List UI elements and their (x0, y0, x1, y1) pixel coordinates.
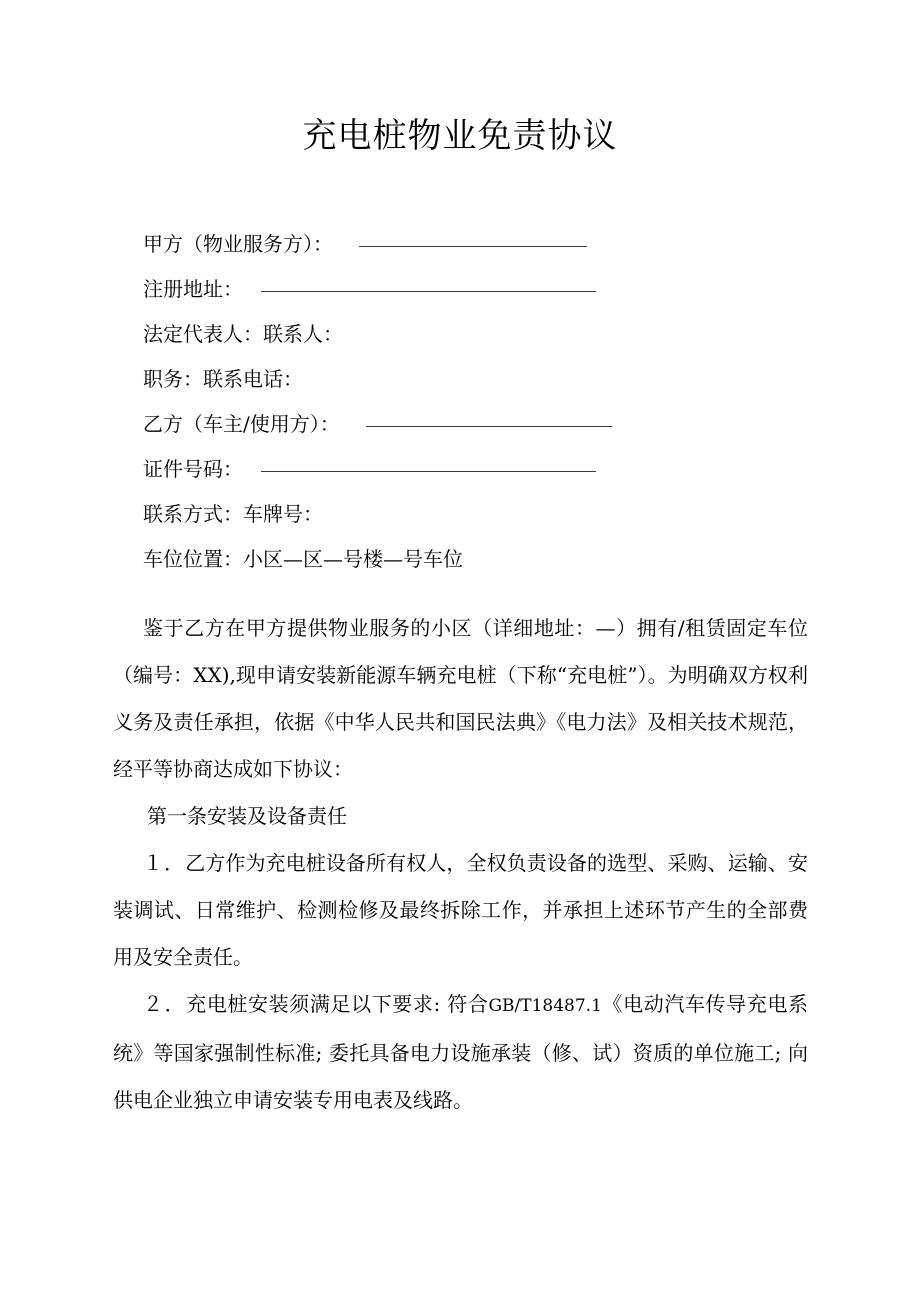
recital-paragraph: 鉴于乙方在甲方提供物业服务的小区（详细地址：—）拥有/租赁固定车位（编号：XX),现申请安装新能源车辆充电桩（下称“充电桩”）。为明确双方权利义务及责任承担，依据《中华人民共和国民法典》《电力法》及相关技术规范，经平等协商达成如下协议： (113, 616, 808, 781)
article-one-clause-2 (113, 981, 808, 1124)
party-a-legal-rep-label: 法定代表人：联系人： (143, 322, 343, 346)
clause-2-number: ２． (143, 992, 187, 1016)
party-b-contact-row (143, 492, 843, 537)
article-one-heading: 第一条安装及设备责任 (147, 804, 347, 828)
party-a-legal-rep-row (143, 312, 843, 357)
party-a-position-row (143, 357, 843, 402)
party-a-address-field[interactable] (261, 290, 596, 292)
article-one-clause-1 (113, 840, 808, 981)
party-b-parking-row (143, 537, 843, 582)
agreement-body (113, 605, 808, 1124)
party-a-name-field[interactable] (359, 245, 587, 247)
party-b-id-row (143, 447, 843, 492)
clause-2-text-before-standard: 充电桩安装须满足以下要求: 符合 (186, 992, 489, 1016)
party-b-id-label: 证件号码： (143, 457, 243, 481)
clause-1-text: 乙方作为充电桩设备所有权人，全权负责设备的选型、采购、运输、安装调试、日常维护、检测检修及最终拆除工作，并承担上述环节产生的全部费用及安全责任。 (113, 851, 808, 969)
party-a-name-row (143, 222, 843, 267)
clause-2-text-after-standard: 《电动汽车传导充电系统》等国家强制性标准; 委托具备电力设施承装（修、试）资质的单位施工; 向供电企业独立申请安装专用电表及线路。 (113, 992, 808, 1112)
party-b-parking-label: 车位位置：小区—区—号楼—号车位 (143, 547, 463, 571)
party-b-name-row (143, 402, 843, 447)
party-a-address-row (143, 267, 843, 312)
party-a-position-label: 职务：联系电话： (143, 367, 303, 391)
clause-2-standard-code: GB/T18487.1 (488, 996, 602, 1016)
party-a-address-label: 注册地址： (143, 277, 243, 301)
party-b-contact-label: 联系方式：车牌号： (143, 502, 323, 526)
party-b-name-label: 乙方（车主/使用方）： (143, 412, 340, 436)
party-a-name-label: 甲方（物业服务方）： (143, 232, 333, 256)
party-b-name-field[interactable] (366, 425, 612, 427)
agreement-parties-form (143, 222, 843, 582)
clause-1-number: １． (143, 851, 186, 875)
party-b-id-field[interactable] (261, 470, 596, 472)
page-title: 充电桩物业免责协议 (302, 116, 618, 156)
